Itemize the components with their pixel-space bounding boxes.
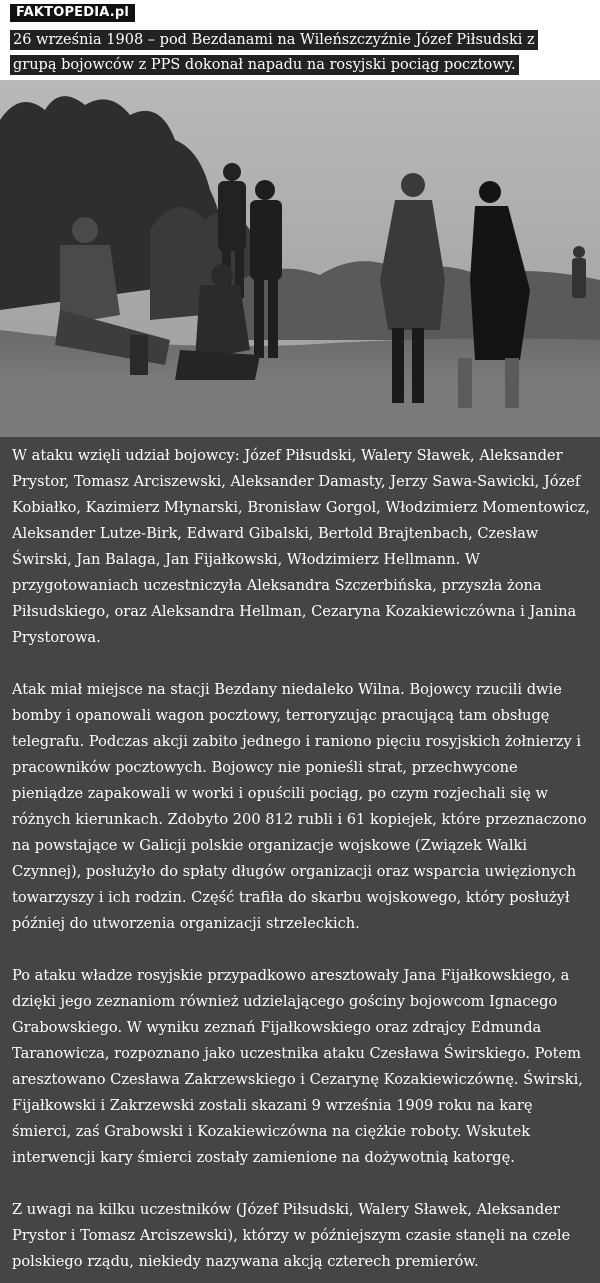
site-logo[interactable]: FAKTOPEDIA.pl [10,4,135,22]
caption-text: 26 września 1908 – pod Bezdanami na Wileńszczyźnie Józef Piłsudski z grupą bojowców z PPS dokonał napadu na rosyjski pociąg pocztowy. [10,30,538,75]
photo-caption [10,28,570,78]
man-distant-right [572,246,586,298]
paragraph-arrests: Po ataku władze rosyjskie przypadkowo aresztowały Jana Fijałkowskiego, a dzięki jego zeznaniom również udzielającego gościny bojowcom Ignacego Grabowskiego. W wyniku zeznań Fijałkowskiego oraz zdrajcy Edmunda Taranowicza, rozpoznano jako uczestnika ataku Czesława Świrskiego. Potem aresztowano Czesława Zakrzewskiego i Cezarynę Kozakiewiczównę. Świrski, Fijałkowski i Zakrzewski zostali skazani 9 września 1909 roku na karę śmierci, zaś Grabowski i Kozakiewiczówna na ciężkie roboty. Wskutek interwencji kary śmierci zostały zamienione na dożywotnią katorgę. [12,967,583,1166]
article-body [0,437,600,1283]
header [0,0,600,80]
paragraph-four-premiers: Z uwagi na kilku uczestników (Józef Piłsudski, Walery Sławek, Aleksander Prystor i Tomasz Arciszewski), którzy w późniejszym czasie stanęli na czele polskiego rządu, niekiedy nazywana akcją czterech premierów. [12,1201,571,1270]
paragraph-attack: Atak miał miejsce na stacji Bezdany niedaleko Wilna. Bojowcy rzucili dwie bomby i opanowali wagon pocztowy, terroryzując pracującą tam obsługę telegrafu. Podczas akcji zabito jednego i raniono pięciu rosyjskich żołnierzy i pracowników pocztowych. Bojowcy nie ponieśli strat, przechwycone pieniądze zapakowali w worki i opuścili pociąg, po czym rozjechali się w różnych kierunkach. Zdobyto 200 812 rubli i 61 kopiejek, które przeznaczono na powstające w Galicji polskie organizacje wojskowe (Związek Walki Czynnej), posłużyło do spłaty długów organizacji oraz wsparcia uwięzionych towarzyszy i ich rodzin. Część trafiła do skarbu wojskowego, który posłużył później do utworzenia organizacji strzeleckich. [12,681,587,932]
paragraph-participants: W ataku wzięli udział bojowcy: Józef Piłsudski, Walery Sławek, Aleksander Prystor, Tomasz Arciszewski, Aleksander Damasty, Jerzy Sawa-Sawicki, Józef Kobiałko, Kazimierz Młynarski, Bronisław Gorgol, Włodzimierz Momentowicz, Aleksander Lutze-Birk, Edward Gibalski, Bertold Brajtenbach, Czesław Świrski, Jan Balaga, Jan Fijałkowski, Włodzimierz Hellmann. W przygotowaniach uczestniczyła Aleksandra Szczerbińska, przyszła żona Piłsudskiego, oraz Aleksandra Hellman, Cezaryna Kozakiewiczówna i Janina Prystorowa. [12,447,590,646]
photo-illustration [0,80,600,437]
historical-photo [0,80,600,437]
